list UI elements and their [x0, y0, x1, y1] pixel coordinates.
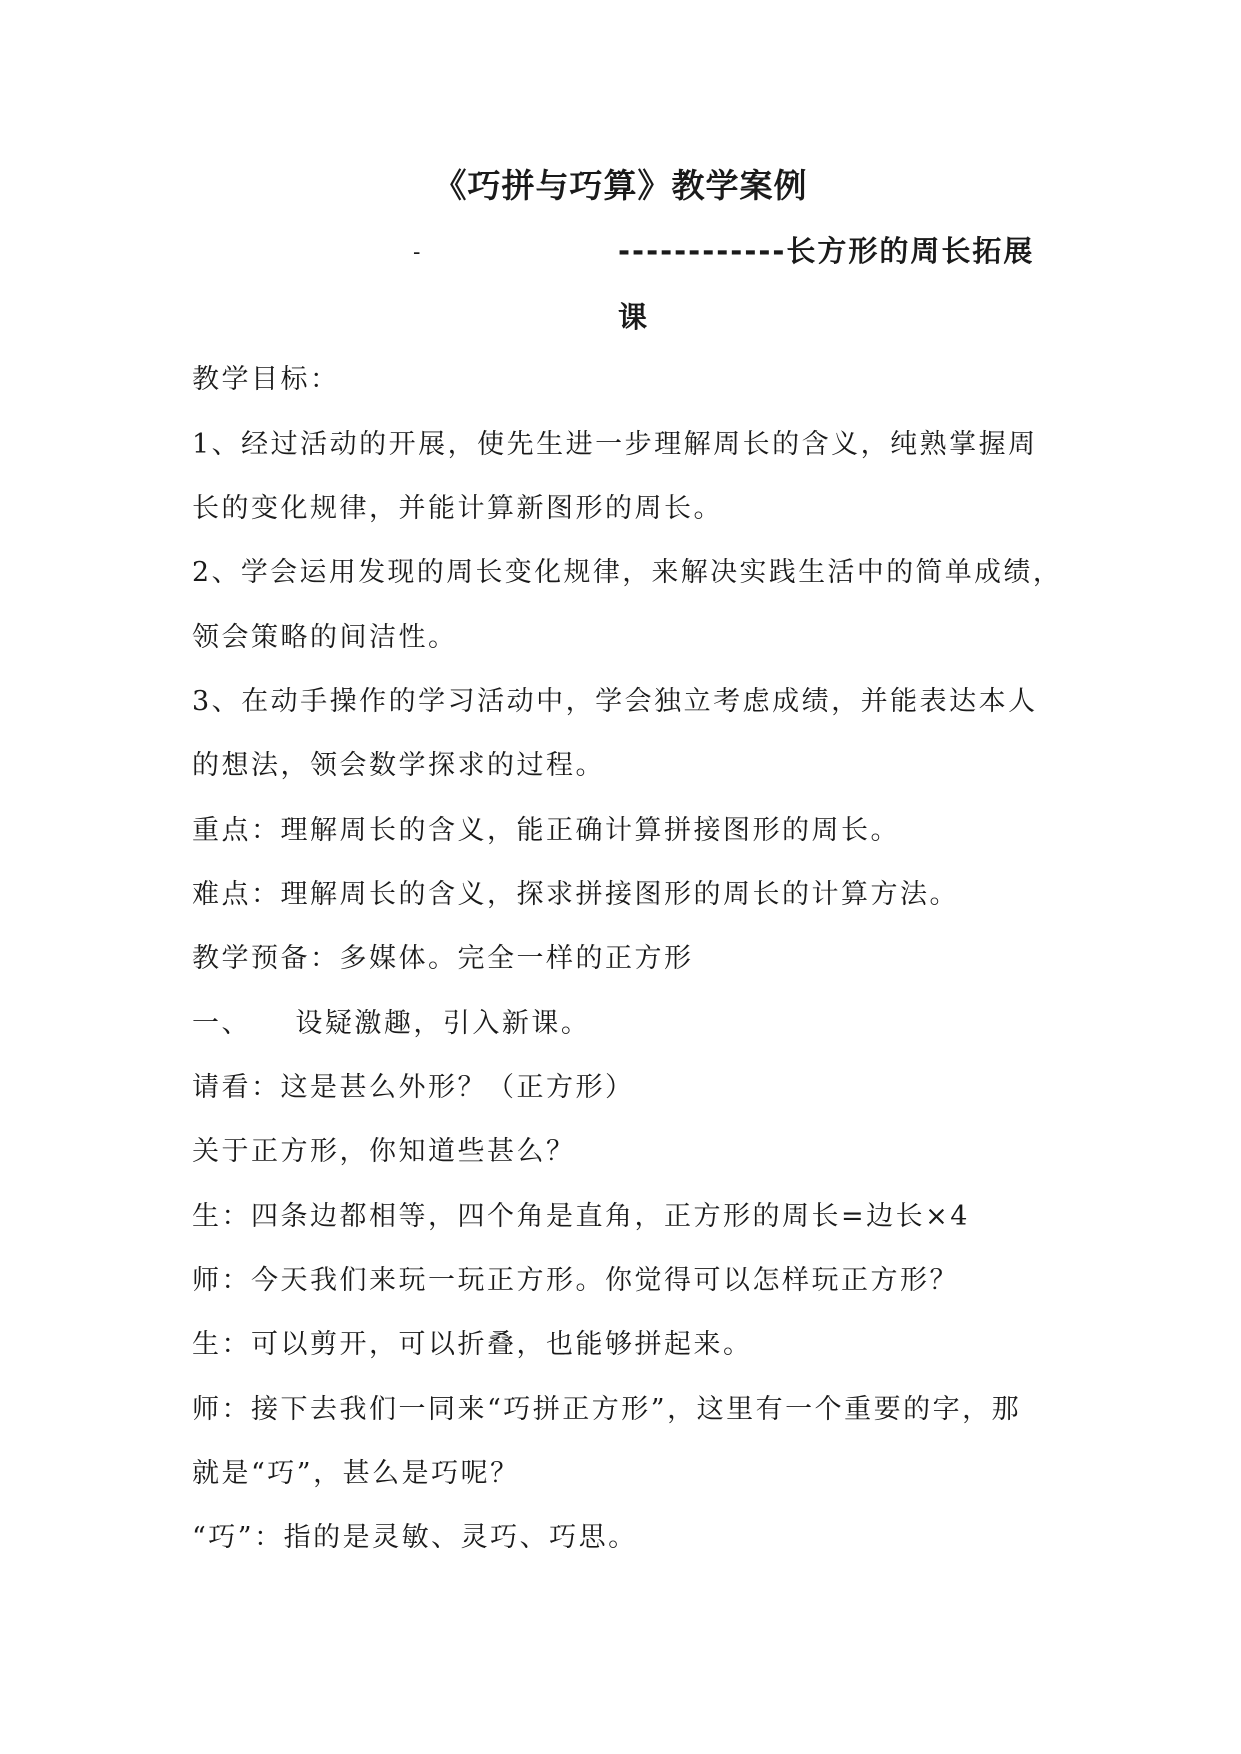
subtitle-dash: -	[413, 240, 421, 265]
body-line: 3、在动手操作的学习活动中，学会独立考虑成绩，并能表达本人	[192, 686, 1038, 717]
body-line: 师：接下去我们一同来“巧拼正方形”，这里有一个重要的字，那	[192, 1394, 1022, 1425]
body-line: 领会策略的间洁性。	[192, 622, 458, 653]
body-line: 的想法，领会数学探求的过程。	[192, 750, 605, 781]
body-line: 请看：这是甚么外形？（正方形）	[192, 1072, 635, 1103]
document-title: 《巧拼与巧算》教学案例	[433, 166, 808, 205]
body-line: 生：可以剪开，可以折叠，也能够拼起来。	[192, 1329, 753, 1360]
body-line: 就是“巧”，甚么是巧呢？	[192, 1458, 520, 1489]
document-subtitle-continued: 课	[618, 300, 648, 334]
body-line: 难点：理解周长的含义，探求拼接图形的周长的计算方法。	[192, 879, 959, 910]
body-line: 关于正方形，你知道些甚么？	[192, 1136, 576, 1167]
section-heading: 一、 设疑激趣，引入新课。	[192, 1008, 591, 1039]
body-line: 2、学会运用发现的周长变化规律，来解决实践生活中的简单成绩，	[192, 557, 1063, 588]
body-line: 教学预备：多媒体。完全一样的正方形	[192, 943, 694, 974]
body-line: 重点：理解周长的含义，能正确计算拼接图形的周长。	[192, 815, 900, 846]
body-line: 生：四条边都相等，四个角是直角，正方形的周长=边长×4	[192, 1201, 970, 1232]
body-line: “巧”：指的是灵敏、灵巧、巧思。	[192, 1522, 638, 1553]
document-subtitle: ------------长方形的周长拓展	[618, 234, 1035, 268]
body-line: 1、经过活动的开展，使先生进一步理解周长的含义，纯熟掌握周	[192, 429, 1038, 460]
body-line: 师：今天我们来玩一玩正方形。你觉得可以怎样玩正方形？	[192, 1265, 959, 1296]
body-line: 教学目标：	[192, 364, 340, 395]
body-line: 长的变化规律，并能计算新图形的周长。	[192, 493, 723, 524]
